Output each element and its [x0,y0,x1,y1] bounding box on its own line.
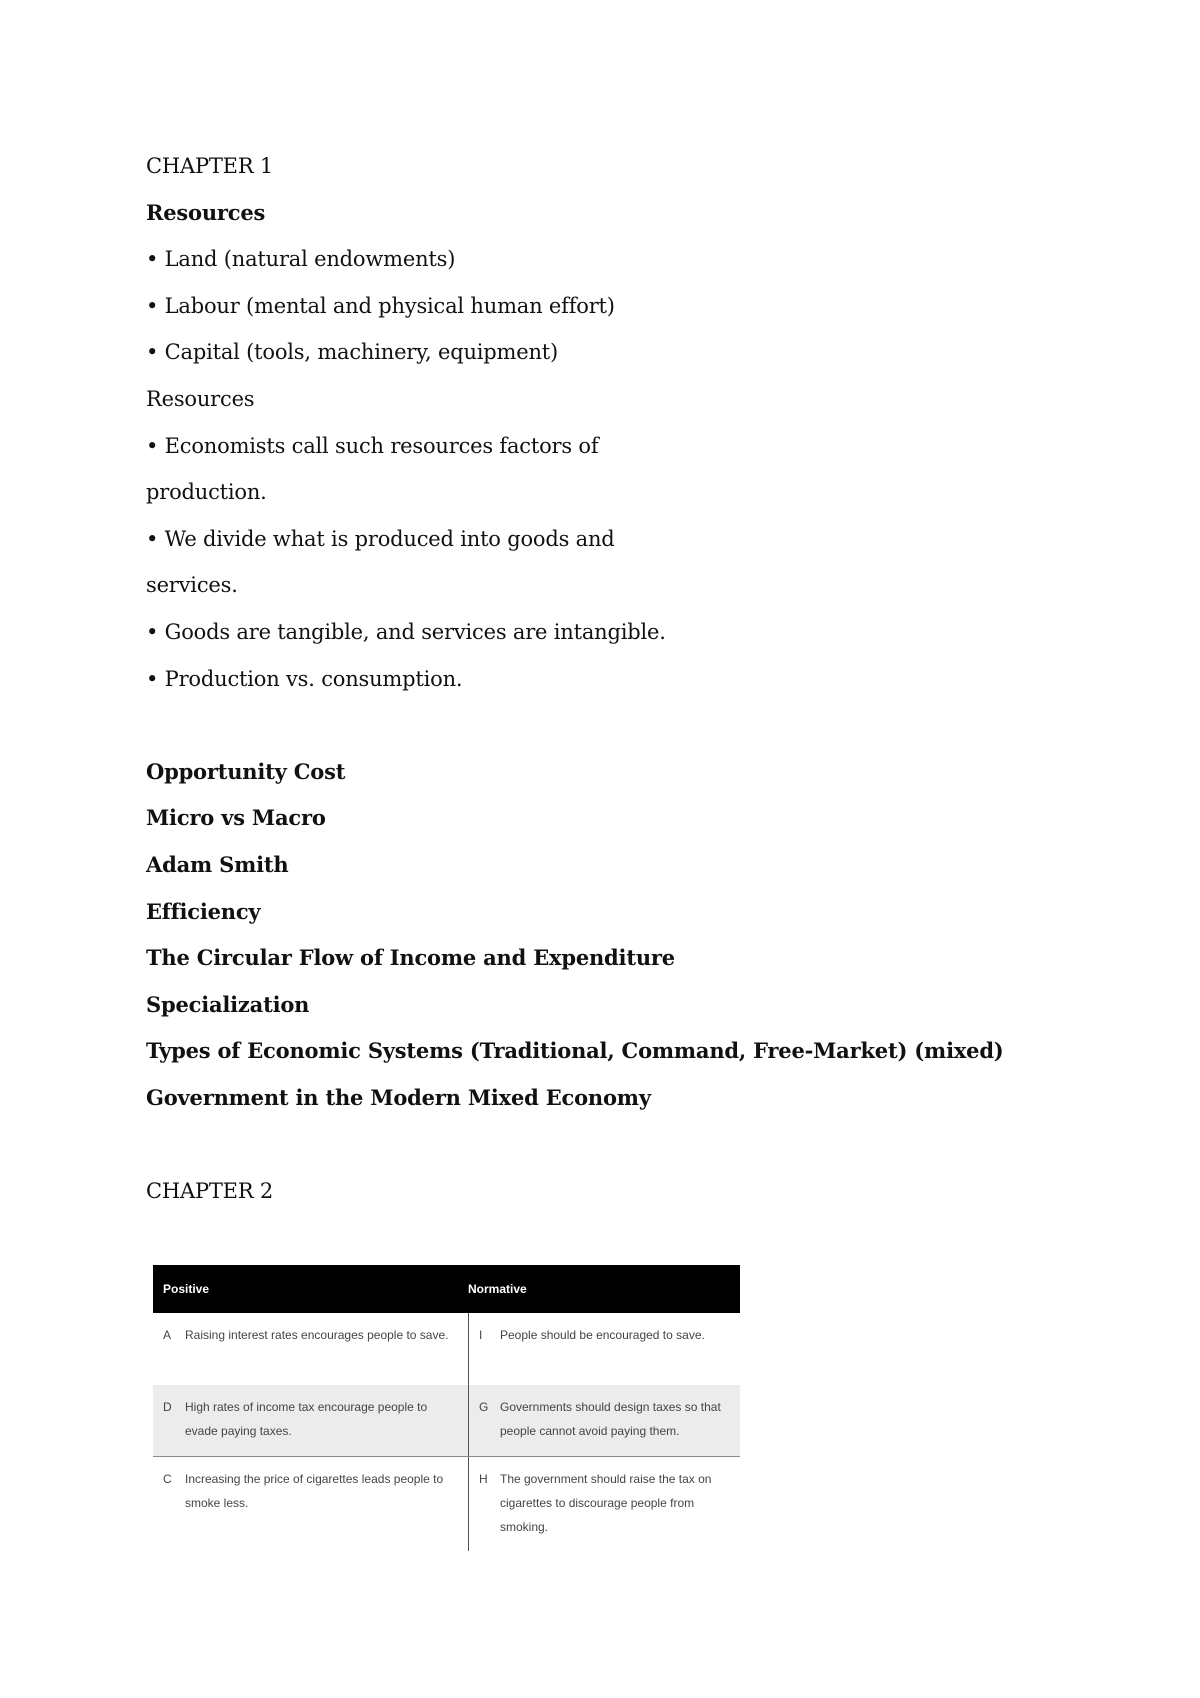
positive-statement: Raising interest rates encourages people to save. [185,1328,449,1342]
topic-heading: Types of Economic Systems (Traditional, Command, Free-Market) (mixed) [146,1038,1004,1064]
spacer [146,1121,1146,1168]
section-heading: Resources [146,199,266,225]
positive-statement: High rates of income tax encourage people to evade paying taxes. [185,1400,428,1438]
row-letter: A [163,1328,172,1342]
row-letter: H [468,1457,500,1551]
spacer [146,702,1146,749]
positive-normative-table [153,1265,740,1551]
column-header-normative: Normative [468,1282,527,1296]
document-body [146,143,1146,1215]
note-line: services. [146,573,238,598]
topic-heading: Efficiency [146,898,261,924]
table-header [153,1265,740,1313]
normative-statement: Governments should design taxes so that people cannot avoid paying them. [500,1400,721,1438]
topic-heading: Adam Smith [146,851,289,877]
topic-heading: Micro vs Macro [146,805,326,831]
table-row [153,1457,740,1551]
topic-heading: Specialization [146,991,310,1017]
resource-item: • Capital (tools, machinery, equipment) [146,340,559,365]
chapter-heading: CHAPTER 1 [146,154,274,178]
note-line: • Goods are tangible, and services are intangible. [146,619,666,644]
row-letter: G [468,1385,500,1456]
resources-subheading: Resources [146,386,255,411]
note-line: • We divide what is produced into goods and [146,526,615,551]
table-row [153,1313,740,1385]
normative-statement: People should be encouraged to save. [500,1328,705,1342]
row-letter: I [468,1313,500,1385]
row-letter: D [163,1400,172,1414]
resource-item: • Land (natural endowments) [146,247,456,272]
topic-heading: The Circular Flow of Income and Expenditure [146,945,675,971]
note-line: • Economists call such resources factors of [146,433,599,458]
topic-heading: Government in the Modern Mixed Economy [146,1084,651,1110]
topic-heading: Opportunity Cost [146,758,346,784]
table-row [153,1385,740,1457]
column-header-positive: Positive [163,1282,210,1296]
note-line: • Production vs. consumption. [146,666,463,691]
chapter-heading: CHAPTER 2 [146,1179,274,1204]
row-letter: C [163,1472,172,1486]
note-line: production. [146,480,267,505]
normative-statement: The government should raise the tax on cigarettes to discourage people from smoking. [500,1472,712,1534]
resource-item: • Labour (mental and physical human effort) [146,293,615,318]
positive-statement: Increasing the price of cigarettes leads people to smoke less. [185,1472,444,1510]
